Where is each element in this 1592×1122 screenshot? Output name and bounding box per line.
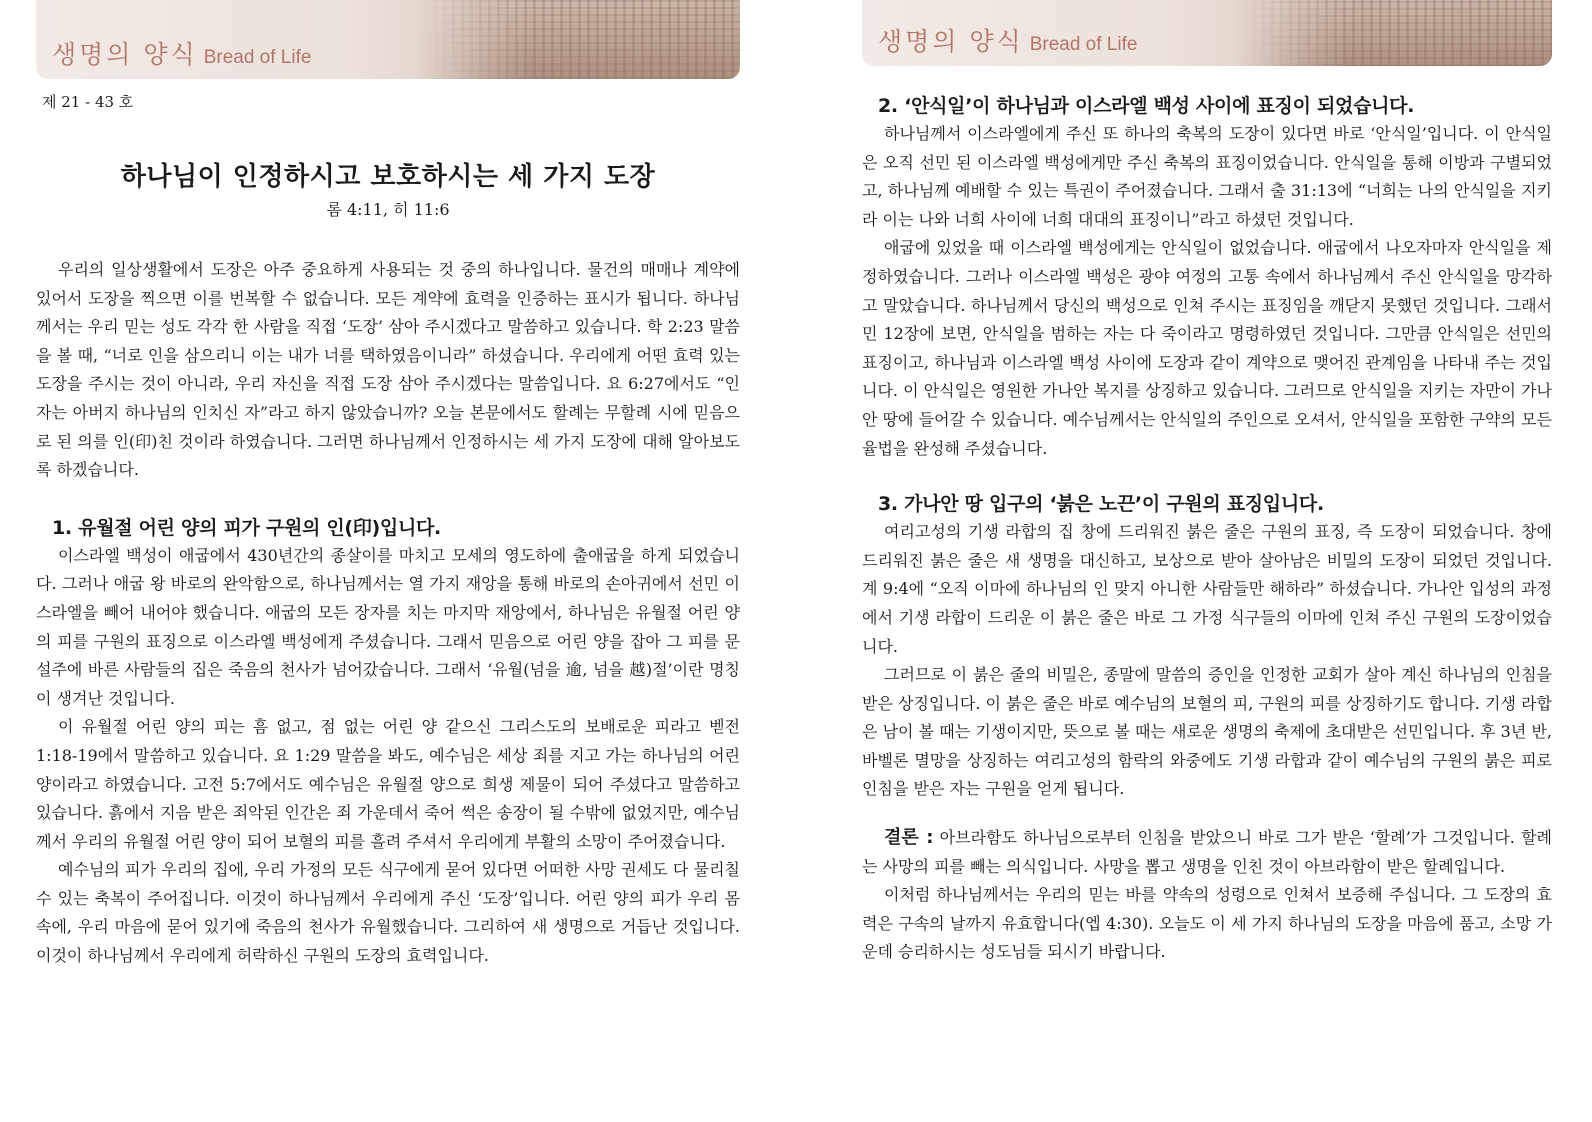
banner-title xyxy=(52,35,311,71)
sermon-title: 하나님이 인정하시고 보호하시는 세 가지 도장 xyxy=(120,162,656,192)
issue-number: 제 21 - 43 호 xyxy=(42,93,134,111)
congregation-photo xyxy=(1235,0,1552,66)
paragraph: 여리고성의 기생 라합의 집 창에 드리워진 붉은 줄은 구원의 표징, 즉 도장이 되었습니다. 창에 드리워진 붉은 줄은 새 생명을 대신하고, 보상으로 받아 살아남은 비밀의 도장이 되었던 것입니다. 계 9:4에 “오직 이마에 하나님의 인 맞지 아니한 사람들만 해하라” 하셨습니다. 가나안 입성의 과정에서 기생 라합이 드리운 이 붉은 줄은 바로 그 가정 식구들의 이마에 인쳐 주신 구원의 도장이었습니다. xyxy=(862,522,1552,656)
banner-title-korean: 생명의 양식 xyxy=(878,28,1024,56)
section-3-body xyxy=(862,518,1552,804)
right-page xyxy=(862,0,1552,967)
paragraph: 그러므로 이 붉은 줄의 비밀은, 종말에 말씀의 증인을 인정한 교회가 살아 계신 하나님의 인침을 받은 상징입니다. 이 붉은 줄은 바로 예수님의 보혈의 피, 구원의 피를 상징하기도 합니다. 기생 라합은 남이 볼 때는 기생이지만, 뜻으로 볼 때는 새로운 생명의 축제에 초대받은 선민입니다. 후 3년 반, 바벨론 멸망을 상징하는 여리고성의 함락의 와중에도 기생 라합과 같이 예수님의 구원의 붉은 피로 인침을 받은 자는 구원을 얻게 됩니다. xyxy=(862,665,1552,799)
section-1-body xyxy=(36,542,740,971)
banner-title xyxy=(878,22,1137,58)
paragraph: 하나님께서 이스라엘에게 주신 또 하나의 축복의 도장이 있다면 바로 ‘안식일’입니다. 이 안식일은 오직 선민 된 이스라엘 백성에게만 주신 축복의 표징이었습니다. 안식일을 통해 이방과 구별되었고, 하나님께 예배할 수 있는 특권이 주어졌습니다. 그래서 출 31:13에 “너희는 나의 안식일을 지키라 이는 나와 너희 사이에 너희 대대의 표징이니”라고 하셨던 것입니다. xyxy=(862,124,1552,229)
conclusion-text: 아브라함도 하나님으로부터 인침을 받았으니 바로 그가 받은 ‘할례’가 그것입니다. 할례는 사망의 피를 빼는 의식입니다. 사망을 뽑고 생명을 인친 것이 아브라함이 받은 할례입니다. xyxy=(862,828,1553,876)
banner-title-korean: 생명의 양식 xyxy=(52,41,198,69)
section-2-body xyxy=(862,120,1552,463)
section-2-heading: 2. ‘안식일’이 하나님과 이스라엘 백성 사이에 표징이 되었습니다. xyxy=(878,95,1415,117)
closing-paragraph: 이처럼 하나님께서는 우리의 믿는 바를 약속의 성령으로 인쳐서 보증해 주십니다. 그 도장의 효력은 구속의 날까지 유효합니다(엡 4:30). 오늘도 이 세 가지 하나님의 도장을 마음에 품고, 소망 가운데 승리하시는 성도님들 되시기 바랍니다. xyxy=(862,885,1552,962)
intro-section xyxy=(36,256,740,485)
paragraph: 애굽에 있었을 때 이스라엘 백성에게는 안식일이 없었습니다. 애굽에서 나오자마자 안식일을 제정하였습니다. 그러나 이스라엘 백성은 광야 여정의 고통 속에서 하나님께서 주신 안식일을 망각하고 말았습니다. 하나님께서 당신의 백성으로 인쳐 주시는 표징임을 깨닫지 못했던 것입니다. 그래서 민 12장에 보면, 안식일을 범하는 자는 다 죽이라고 명령하였던 것입니다. 그만큼 안식일은 선민의 표징이고, 하나님과 이스라엘 백성 사이에 도장과 같이 계약으로 맺어진 관계임을 나타내 주는 것입니다. 이 안식일은 영원한 가나안 복지를 상징하고 있습니다. 그러므로 안식일을 지키는 자만이 가나안 땅에 들어갈 수 있습니다. 예수님께서는 안식일의 주인으로 오셔서, 안식일을 포함한 구약의 모든 율법을 완성해 주셨습니다. xyxy=(862,238,1552,458)
intro-paragraph: 우리의 일상생활에서 도장은 아주 중요하게 사용되는 것 중의 하나입니다. 물건의 매매나 계약에 있어서 도장을 찍으면 이를 번복할 수 없습니다. 모든 계약에 효력을 인증하는 표시가 됩니다. 하나님께서는 우리 믿는 성도 각각 한 사람을 직접 ‘도장’ 삼아 주시겠다고 말씀하고 있습니다. 학 2:23 말씀을 볼 때, “너로 인을 삼으리니 이는 내가 너를 택하였음이니라” 하셨습니다. 우리에게 어떤 효력 있는 도장을 주시는 것이 아니라, 우리 자신을 직접 도장 삼아 주시겠다는 말씀입니다. 요 6:27에서도 “인자는 아버지 하나님의 인치신 자”라고 하지 않았습니까? 오늘 본문에서도 할례는 무할례 시에 믿음으로 된 의를 인(印)친 것이라 하였습니다. 그러면 하나님께서 인정하시는 세 가지 도장에 대해 알아보도록 하겠습니다. xyxy=(36,260,740,480)
banner-title-english: Bread of Life xyxy=(1029,34,1138,55)
conclusion-paragraph xyxy=(862,824,1552,881)
congregation-photo xyxy=(416,0,740,79)
paragraph: 예수님의 피가 우리의 집에, 우리 가정의 모든 식구에게 묻어 있다면 어떠한 사망 권세도 다 물리칠 수 있는 축복이 주어집니다. 이것이 하나님께서 우리에게 주신 ‘도장’입니다. 어린 양의 피가 우리 몸속에, 우리 마음에 묻어 있기에 죽음의 천사가 유월했습니다. 그리하여 새 생명으로 거듭난 것입니다. 이것이 하나님께서 우리에게 허락하신 구원의 도장의 효력입니다. xyxy=(36,860,740,966)
paragraph: 이스라엘 백성이 애굽에서 430년간의 종살이를 마치고 모세의 영도하에 출애굽을 하게 되었습니다. 그러나 애굽 왕 바로의 완악함으로, 하나님께서는 열 가지 재앙을 통해 바로의 손아귀에서 선민 이스라엘을 빼어 내어야 했습니다. 애굽의 모든 장자를 치는 마지막 재앙에서, 하나님은 유월절 어린 양의 피를 구원의 표징으로 이스라엘 백성에게 주셨습니다. 그래서 믿음으로 어린 양을 잡아 그 피를 문설주에 바른 사람들의 집은 죽음의 천사가 넘어갔습니다. 그래서 ‘유월(넘을 逾, 넘을 越)절’이란 명칭이 생겨난 것입니다. xyxy=(36,545,740,708)
section-1-heading: 1. 유월절 어린 양의 피가 구원의 인(印)입니다. xyxy=(52,516,441,539)
left-page xyxy=(36,0,740,971)
scripture-reference: 롬 4:11, 히 11:6 xyxy=(326,200,450,219)
header-banner xyxy=(36,0,740,79)
header-banner xyxy=(862,0,1552,66)
paragraph: 이 유월절 어린 양의 피는 흠 없고, 점 없는 어린 양 같으신 그리스도의 보배로운 피라고 벧전 1:18-19에서 말씀하고 있습니다. 요 1:29 말씀을 봐도, 예수님은 세상 죄를 지고 가는 하나님의 어린 양이라고 하였습니다. 고전 5:7에서도 예수님은 유월절 양으로 희생 제물이 되어 주셨다고 말씀하고 있습니다. 흙에서 지음 받은 죄악된 인간은 죄 가운데서 죽어 썩은 송장이 될 수밖에 없었지만, 예수님께서 우리의 유월절 어린 양이 되어 보혈의 피를 흘려 주셔서 우리에게 부활의 소망이 주어졌습니다. xyxy=(36,717,740,851)
conclusion-label: 결론 : xyxy=(884,827,934,849)
conclusion-section xyxy=(862,824,1552,967)
banner-title-english: Bread of Life xyxy=(203,47,312,68)
section-3-heading: 3. 가나안 땅 입구의 ‘붉은 노끈’이 구원의 표징입니다. xyxy=(878,493,1324,516)
